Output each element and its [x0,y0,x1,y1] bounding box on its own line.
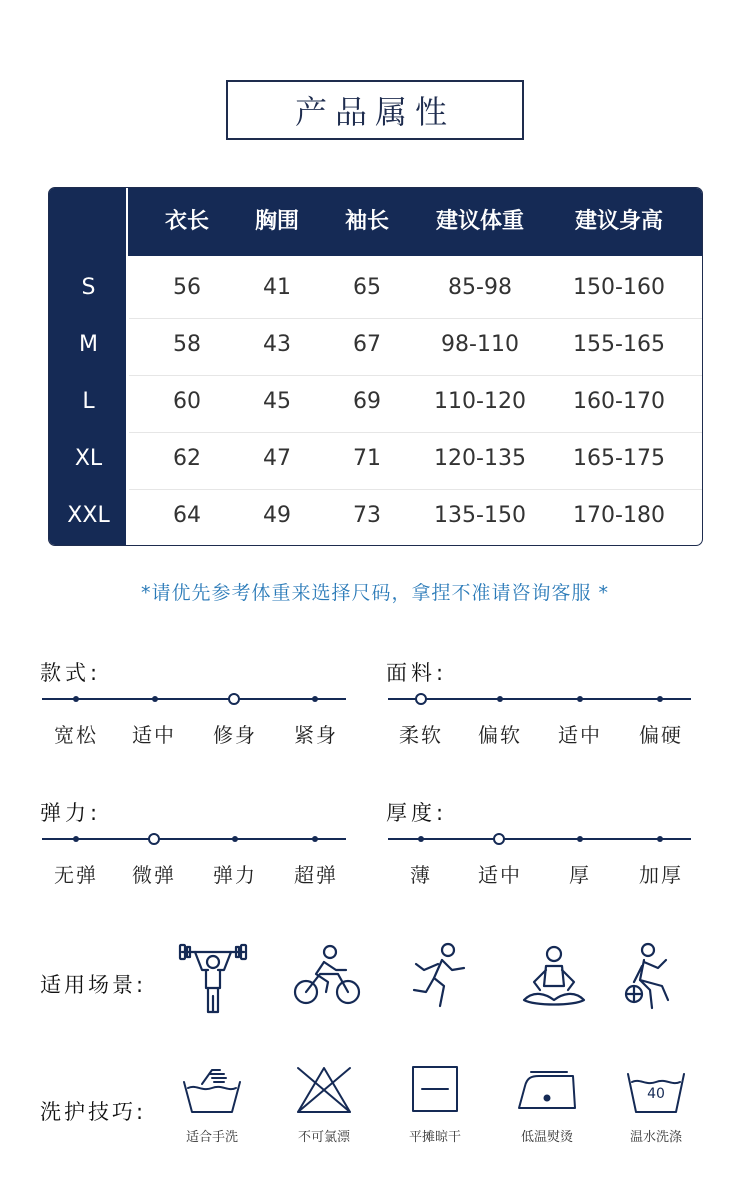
scale-dot [418,836,424,842]
thickness-scale-track [388,838,691,840]
thickness-option: 加厚 [639,863,683,887]
scale-selected-marker [493,833,505,845]
low-iron-icon [515,1066,579,1112]
header-weight: 建议体重 [435,209,524,234]
row-divider [129,432,702,433]
elasticity-option: 微弹 [132,863,176,887]
scale-dot [312,696,318,702]
fabric-scale-track [388,698,691,700]
table-cell: 135-150 [434,503,526,528]
row-divider [129,318,702,319]
style-option: 修身 [213,723,257,747]
weightlifting-icon [178,940,248,1015]
care-caption: 不可氯漂 [297,1130,350,1145]
table-cell: 120-135 [434,446,526,471]
header-height: 建议身高 [574,209,663,234]
care-caption: 温水洗涤 [629,1130,682,1145]
fabric-option: 偏软 [478,723,522,747]
table-cell: 62 [173,446,201,471]
scale-dot [73,836,79,842]
size-table [48,187,703,546]
elasticity-label: 弹力: [40,801,102,825]
style-option: 紧身 [294,723,338,747]
style-label: 款式: [40,661,102,685]
scale-dot [577,836,583,842]
care-caption: 适合手洗 [185,1130,238,1145]
table-cell: 110-120 [434,389,526,414]
size-label: XXL [67,503,110,528]
elasticity-option: 无弹 [54,863,98,887]
fabric-option: 偏硬 [639,723,683,747]
care-caption: 平摊晾干 [408,1130,461,1145]
table-cell: 67 [353,332,381,357]
header-chest: 胸围 [254,209,299,234]
table-cell: 65 [353,275,381,300]
size-advice-note: *请优先参考体重来选择尺码，拿捏不准请咨询客服 * [140,582,610,604]
row-divider [129,375,702,376]
table-cell: 60 [173,389,201,414]
wash-temperature: 40 [647,1086,665,1102]
fabric-option: 适中 [558,723,602,747]
row-divider [129,489,702,490]
scenes-label: 适用场景: [40,973,147,997]
style-scale-track [42,698,346,700]
table-cell: 160-170 [573,389,665,414]
scale-dot [497,696,503,702]
table-cell: 69 [353,389,381,414]
fabric-label: 面料: [386,661,448,685]
hand-wash-icon [180,1064,244,1116]
table-cell: 165-175 [573,446,665,471]
scale-dot [577,696,583,702]
size-label: S [81,275,96,300]
table-cell: 58 [173,332,201,357]
scale-dot [657,696,663,702]
size-label: M [79,332,98,357]
table-cell: 47 [263,446,291,471]
scale-selected-marker [228,693,240,705]
thickness-label: 厚度: [386,801,448,825]
page-title: 产品属性 [226,80,524,140]
style-option: 适中 [132,723,176,747]
care-label: 洗护技巧: [40,1100,147,1124]
table-cell: 45 [263,389,291,414]
thickness-option: 厚 [569,863,591,887]
elasticity-scale-track [42,838,346,840]
elasticity-option: 超弹 [294,863,338,887]
wash-40-icon [624,1064,688,1116]
size-label: XL [74,446,103,471]
thickness-option: 薄 [410,863,432,887]
scale-dot [73,696,79,702]
table-cell: 64 [173,503,201,528]
running-icon [408,940,478,1012]
header-length: 衣长 [164,209,209,234]
dry-flat-icon [410,1064,460,1114]
scale-dot [232,836,238,842]
fabric-option: 柔软 [399,723,443,747]
care-caption: 低温熨烫 [520,1130,573,1145]
table-cell: 49 [263,503,291,528]
table-cell: 98-110 [441,332,519,357]
scale-dot [152,696,158,702]
style-option: 宽松 [54,723,98,747]
scale-dot [312,836,318,842]
table-cell: 85-98 [448,275,512,300]
header-sleeve: 袖长 [344,209,389,234]
table-cell: 56 [173,275,201,300]
size-label: L [82,389,95,414]
table-cell: 71 [353,446,381,471]
yoga-icon [518,942,590,1010]
no-bleach-icon [294,1064,354,1116]
scale-selected-marker [148,833,160,845]
size-column [49,188,128,545]
table-cell: 73 [353,503,381,528]
scale-selected-marker [415,693,427,705]
table-cell: 150-160 [573,275,665,300]
elasticity-option: 弹力 [213,863,257,887]
table-cell: 170-180 [573,503,665,528]
table-cell: 41 [263,275,291,300]
basketball-icon [622,940,684,1012]
table-cell: 155-165 [573,332,665,357]
thickness-option: 适中 [478,863,522,887]
cycling-icon [292,940,364,1010]
scale-dot [657,836,663,842]
table-cell: 43 [263,332,291,357]
